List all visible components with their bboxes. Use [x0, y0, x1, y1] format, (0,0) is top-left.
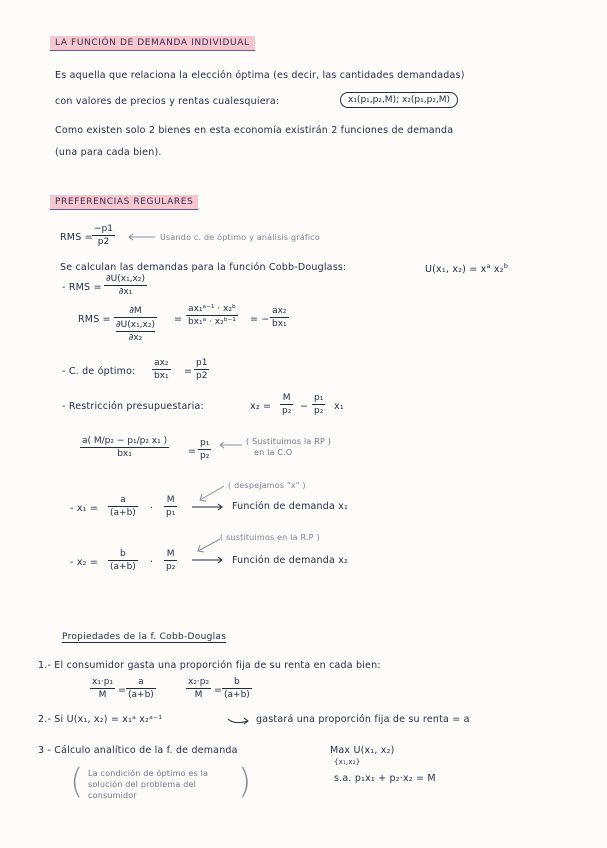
arrow-right-icon: [190, 504, 226, 510]
x1-demand-label: Función de demanda x₁: [232, 501, 349, 512]
arrow-down-left-icon: [194, 537, 222, 555]
x1-income-fraction: [164, 495, 177, 518]
max-utility: Max U(x₁, x₂): [330, 745, 395, 756]
numerator: M: [164, 495, 177, 507]
numerator: ∂U(x₁,x₂): [106, 274, 145, 284]
rms-note: Usando c. de óptimo y análisis gráfico: [160, 233, 321, 242]
rms-result-fraction: [270, 306, 289, 329]
denominator: [114, 318, 157, 344]
numerator: p1: [196, 358, 208, 368]
note-line: solución del problema del: [88, 780, 197, 789]
x2-label: - x₂ =: [70, 557, 99, 568]
numerator: x₁·p₁: [92, 677, 114, 687]
denominator: (a+b): [224, 690, 250, 700]
numerator: ax₂: [270, 306, 289, 318]
exponent-a: a: [486, 262, 491, 270]
budget-x1: x₁: [334, 401, 344, 412]
property-1-fraction-x1: [90, 677, 115, 700]
budget-restriction-label: - Restricción presupuestaria:: [62, 401, 204, 412]
x1-label: - x₁ =: [70, 503, 99, 514]
cobb-douglas-utility: [425, 262, 508, 275]
x2-demand-label: Función de demanda x₂: [232, 555, 349, 566]
left-parenthesis-icon: (: [70, 762, 84, 802]
text-line: con valores de precios y rentas cualesquiera:: [55, 96, 280, 107]
denominator: (a+b): [110, 508, 136, 518]
arrow-left-icon: [218, 442, 244, 448]
denominator: bx₁: [272, 319, 287, 329]
denominator: bx₁ᵃ · x₂ᵇ⁻¹: [188, 317, 236, 327]
optimum-right-fraction: [194, 358, 209, 381]
numerator: b: [222, 677, 252, 689]
property-2-condition: 2.- Si U(x₁, x₂) = x₁ᵃ x₂ᵃ⁻¹: [38, 714, 163, 725]
right-parenthesis-icon: ): [238, 762, 252, 802]
x2-income-fraction: [164, 549, 177, 572]
denominator-bottom: ∂x₂: [128, 333, 143, 343]
numerator: −p1: [94, 224, 113, 234]
exponent-b: b: [503, 262, 509, 270]
demand-functions-bubble: x₁(p₁,p₂,M); x₂(p₁,p₂,M): [340, 92, 458, 108]
equals-sign: =: [174, 314, 183, 325]
numerator: b: [108, 549, 138, 561]
numerator: M: [280, 393, 293, 405]
minus-sign: −: [300, 401, 309, 412]
rms-label: RMS =: [60, 232, 93, 243]
equals-sign: =: [214, 685, 223, 696]
denominator: p₂: [166, 562, 176, 572]
substitution-fraction: [80, 436, 169, 459]
utility-base: U(x₁, x₂) = x: [425, 264, 487, 275]
substitution-right-fraction: [198, 438, 211, 461]
denominator: M: [194, 690, 203, 700]
rms-derivative-fraction: [186, 304, 238, 327]
arrow-right-icon: [226, 717, 252, 725]
denominator: p₂: [282, 406, 292, 416]
denominator: M: [98, 690, 107, 700]
utility-x2: x₂: [493, 264, 504, 275]
budget-fraction-m: [280, 393, 293, 416]
numerator: p₁: [200, 438, 210, 448]
note-line: consumidor: [88, 791, 137, 800]
arrow-right-icon: [190, 557, 226, 563]
cobb-douglas-text: Se calculan las demandas para la función Cobb-Douglass:: [60, 262, 347, 273]
text-line: Es aquella que relaciona la elección óptima (es decir, las cantidades demandadas): [55, 70, 465, 81]
optimum-left-fraction: [152, 358, 171, 381]
section-title-regular-preferences: PREFERENCIAS REGULARES: [50, 195, 198, 210]
note-line: ( Sustituimos la RP ): [246, 437, 332, 446]
text-line: (una para cada bien).: [55, 147, 162, 158]
optimum-condition-label: - C. de óptimo:: [62, 366, 136, 377]
solve-note: ( despejamos "x" ): [228, 481, 306, 490]
dot: ·: [150, 557, 154, 568]
numerator: a: [108, 495, 138, 507]
equals-sign: =: [118, 685, 127, 696]
denominator: p₂: [314, 406, 324, 416]
rms-step1-label: - RMS =: [62, 282, 102, 293]
property-1-fraction-x2: [186, 677, 211, 700]
denominator: p₂: [200, 451, 210, 461]
x2-share-fraction: [108, 549, 138, 572]
rms-step2-label: RMS =: [78, 314, 111, 325]
denominator: p₁: [166, 508, 176, 518]
property-1: 1.- El consumidor gasta una proporción fija de su renta en cada bien:: [38, 660, 381, 671]
budget-fraction-prices: [312, 393, 325, 416]
note-line: La condición de óptimo es la: [88, 769, 209, 778]
section-title-demand-function: LA FUNCIÓN DE DEMANDA INDIVIDUAL: [50, 36, 255, 51]
property-1-share-a: [126, 677, 156, 700]
numerator: ax₁ᵃ⁻¹ · x₂ᵇ: [186, 304, 238, 316]
x1-share-fraction: [108, 495, 138, 518]
section-title-cobb-douglas-properties: Propiedades de la f. Cobb-Douglas: [62, 632, 227, 642]
arrow-left-icon: [127, 234, 157, 240]
numerator: ax₂: [152, 358, 171, 370]
denominator: bx₁: [117, 449, 132, 459]
substitute-budget-note: ( sustituimos en la R.P ): [220, 533, 320, 542]
rms-fraction: [92, 224, 115, 247]
rms-step2-fraction: [114, 306, 157, 344]
denominator: ∂x₁: [118, 287, 133, 297]
arrow-down-left-icon: [196, 484, 226, 504]
text-line: Como existen solo 2 bienes en esta economía existirán 2 funciones de demanda: [55, 125, 454, 136]
denominator: p2: [196, 371, 208, 381]
rms-step1-fraction: [104, 274, 147, 297]
substitution-note: [246, 436, 331, 458]
denominator: bx₁: [154, 371, 169, 381]
numerator: a( M/p₂ − p₁/p₂ x₁ ): [82, 436, 168, 446]
property-2-result: gastará una proporción fija de su renta = a: [256, 714, 470, 725]
dot: ·: [150, 503, 154, 514]
budget-constraint: s.a. p₁x₁ + p₂·x₂ = M: [334, 773, 436, 784]
denominator-top: ∂U(x₁,x₂): [116, 320, 155, 330]
property-3: 3 - Cálculo analítico de la f. de demanda: [38, 745, 238, 756]
equals-sign: =: [188, 446, 197, 457]
numerator: a: [126, 677, 156, 689]
budget-x2: x₂ =: [250, 401, 272, 412]
denominator: (a+b): [110, 562, 136, 572]
max-variables: {x₁,x₂}: [334, 758, 361, 766]
numerator: M: [164, 549, 177, 561]
equals-minus: = −: [250, 314, 270, 325]
property-1-share-b: [222, 677, 252, 700]
optimum-note: [88, 768, 208, 801]
denominator: p2: [97, 237, 110, 247]
note-line: en la C.O: [254, 448, 293, 457]
numerator: p₁: [314, 393, 324, 403]
numerator: x₂·p₂: [188, 677, 210, 687]
denominator: (a+b): [128, 690, 154, 700]
equals-sign: =: [184, 366, 193, 377]
numerator: ∂M: [114, 306, 157, 318]
